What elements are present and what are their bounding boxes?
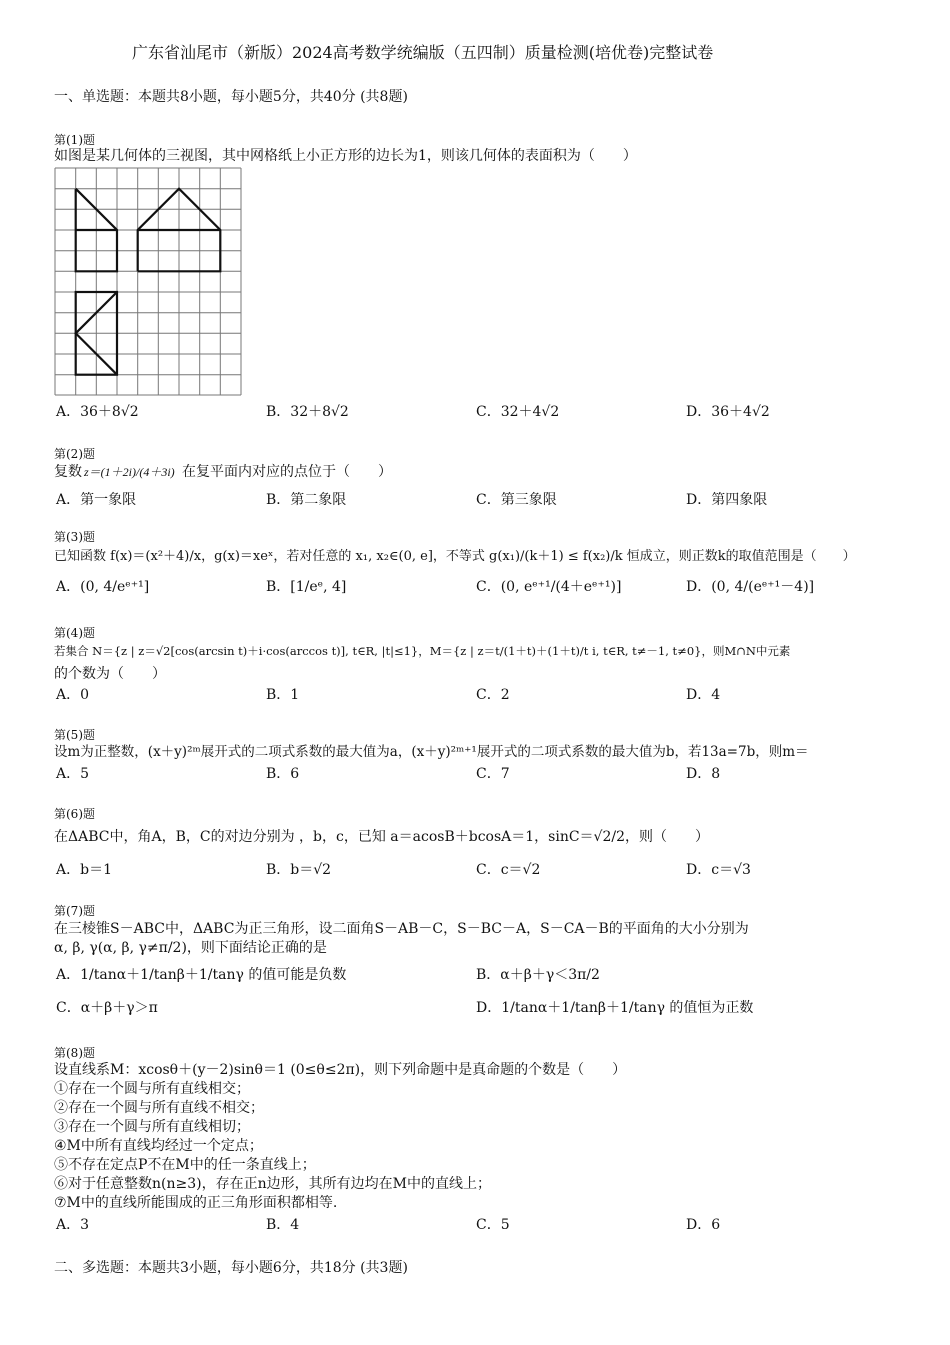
question-8-item-3: ③存在一个圆与所有直线相切； [54,1119,250,1135]
question-3-option-b: B．[1/eᵉ, 4] [266,579,347,595]
question-6-label: 第(6)题 [54,807,95,821]
question-8-item-6: ⑥对于任意整数n(n≥3)，存在正n边形，其所有边均在M中的直线上； [54,1176,491,1192]
question-1-option-b: B．32＋8√2 [266,404,349,420]
three-view-figure [54,167,244,397]
question-3-option-c: C．(0, eᵉ⁺¹/(4＋eᵉ⁺¹)] [476,579,622,595]
question-4-option-d: D．4 [686,687,721,703]
question-3-stem: 已知函数 f(x)＝(x²＋4)/x，g(x)＝xeˣ，若对任意的 x₁, x₂∈(0, e]，不等式 g(x₁)/(k＋1) ≤ f(x₂)/k 恒成立，则正数k的取值范围是（ ） [54,549,856,564]
question-5-option-b: B．6 [266,766,300,782]
question-4-stem: 若集合 N＝{z | z＝√2[cos(arcsin t)＋i·cos(arccos t)], t∈R, |t|≤1}，M＝{z | z＝t/(1＋t)＋(1＋t)/t i, t∈R, t≠－1, t≠0}，则M∩N中元素 [54,644,791,658]
question-3-option-d: D．(0, 4/(eᵉ⁺¹－4)] [686,579,815,595]
question-5-label: 第(5)题 [54,728,95,742]
section-heading-multiple-choice: 二、多选题：本题共3小题，每小题6分，共18分 (共3题) [54,1260,408,1276]
section-heading-single-choice: 一、单选题：本题共8小题，每小题5分，共40分 (共8题) [54,89,408,105]
question-7-label: 第(7)题 [54,904,95,918]
question-5-option-a: A．5 [56,766,90,782]
question-5-option-c: C．7 [476,766,510,782]
question-2-option-d: D．第四象限 [686,492,768,508]
question-8-stem: 设直线系M：xcosθ＋(y－2)sinθ＝1 (0≤θ≤2π)，则下列命题中是真命题的个数是（ ） [54,1062,627,1078]
question-8-option-d: D．6 [686,1217,721,1233]
page-title: 广东省汕尾市（新版）2024高考数学统编版（五四制）质量检测(培优卷)完整试卷 [132,43,714,62]
question-6-option-a: A．b＝1 [56,862,112,878]
question-7-option-a: A．1/tanα＋1/tanβ＋1/tanγ 的值可能是负数 [56,967,347,983]
question-1-option-d: D．36＋4√2 [686,404,770,420]
question-6-option-c: C．c＝√2 [476,862,541,878]
question-2-stem-end: 在复平面内对应的点位于（ ） [182,464,392,480]
question-2-option-b: B．第二象限 [266,492,347,508]
question-2-option-c: C．第三象限 [476,492,557,508]
question-2-option-a: A．第一象限 [56,492,137,508]
question-2-stem-start: 复数 [54,464,82,480]
question-3-label: 第(3)题 [54,530,95,544]
question-4-stem-cont: 的个数为（ ） [54,666,166,682]
question-8-item-5: ⑤不存在定点P不在M中的任一条直线上； [54,1157,316,1173]
question-8-item-2: ②存在一个圆与所有直线不相交； [54,1100,264,1116]
question-8-label: 第(8)题 [54,1046,95,1060]
question-7-stem: 在三棱锥S－ABC中，ΔABC为正三角形，设二面角S－AB－C，S－BC－A，S－CA－B的平面角的大小分别为 [54,921,749,937]
question-8-option-b: B．4 [266,1217,300,1233]
question-4-option-a: A．0 [56,687,90,703]
question-7-option-d: D．1/tanα＋1/tanβ＋1/tanγ 的值恒为正数 [476,1000,754,1016]
question-5-option-d: D．8 [686,766,721,782]
question-8-option-a: A．3 [56,1217,90,1233]
question-8-item-7: ⑦M中的直线所能围成的正三角形面积都相等. [54,1195,338,1211]
question-7-option-c: C．α＋β＋γ＞π [56,1000,158,1016]
question-8-item-4: ④M中所有直线均经过一个定点； [54,1138,263,1154]
question-2-formula: z＝(1＋2i)/(4＋3i) [84,465,175,479]
question-1-stem: 如图是某几何体的三视图，其中网格纸上小正方形的边长为1，则该几何体的表面积为（ ） [54,148,637,164]
question-6-stem: 在ΔABC中，角A，B，C的对边分别为 ，b，c，已知 a＝acosB＋bcosA＝1，sinC＝√2/2，则（ ） [54,829,710,845]
question-4-option-b: B．1 [266,687,300,703]
question-2-label: 第(2)题 [54,447,95,461]
question-3-option-a: A．(0, 4/eᵉ⁺¹] [56,579,150,595]
question-5-stem: 设m为正整数，(x＋y)²ᵐ展开式的二项式系数的最大值为a，(x＋y)²ᵐ⁺¹展开式的二项式系数的最大值为b，若13a=7b，则m＝ [54,744,809,760]
question-1-label: 第(1)题 [54,133,95,147]
question-4-label: 第(4)题 [54,626,95,640]
question-6-option-d: D．c＝√3 [686,862,751,878]
question-6-option-b: B．b＝√2 [266,862,332,878]
question-4-option-c: C．2 [476,687,510,703]
question-1-option-c: C．32＋4√2 [476,404,560,420]
question-7-stem-cont: α, β, γ(α, β, γ≠π/2)，则下面结论正确的是 [54,940,327,956]
question-7-option-b: B．α＋β＋γ＜3π/2 [476,967,600,983]
question-8-item-1: ①存在一个圆与所有直线相交； [54,1081,250,1097]
question-8-option-c: C．5 [476,1217,510,1233]
question-1-option-a: A．36＋8√2 [56,404,139,420]
